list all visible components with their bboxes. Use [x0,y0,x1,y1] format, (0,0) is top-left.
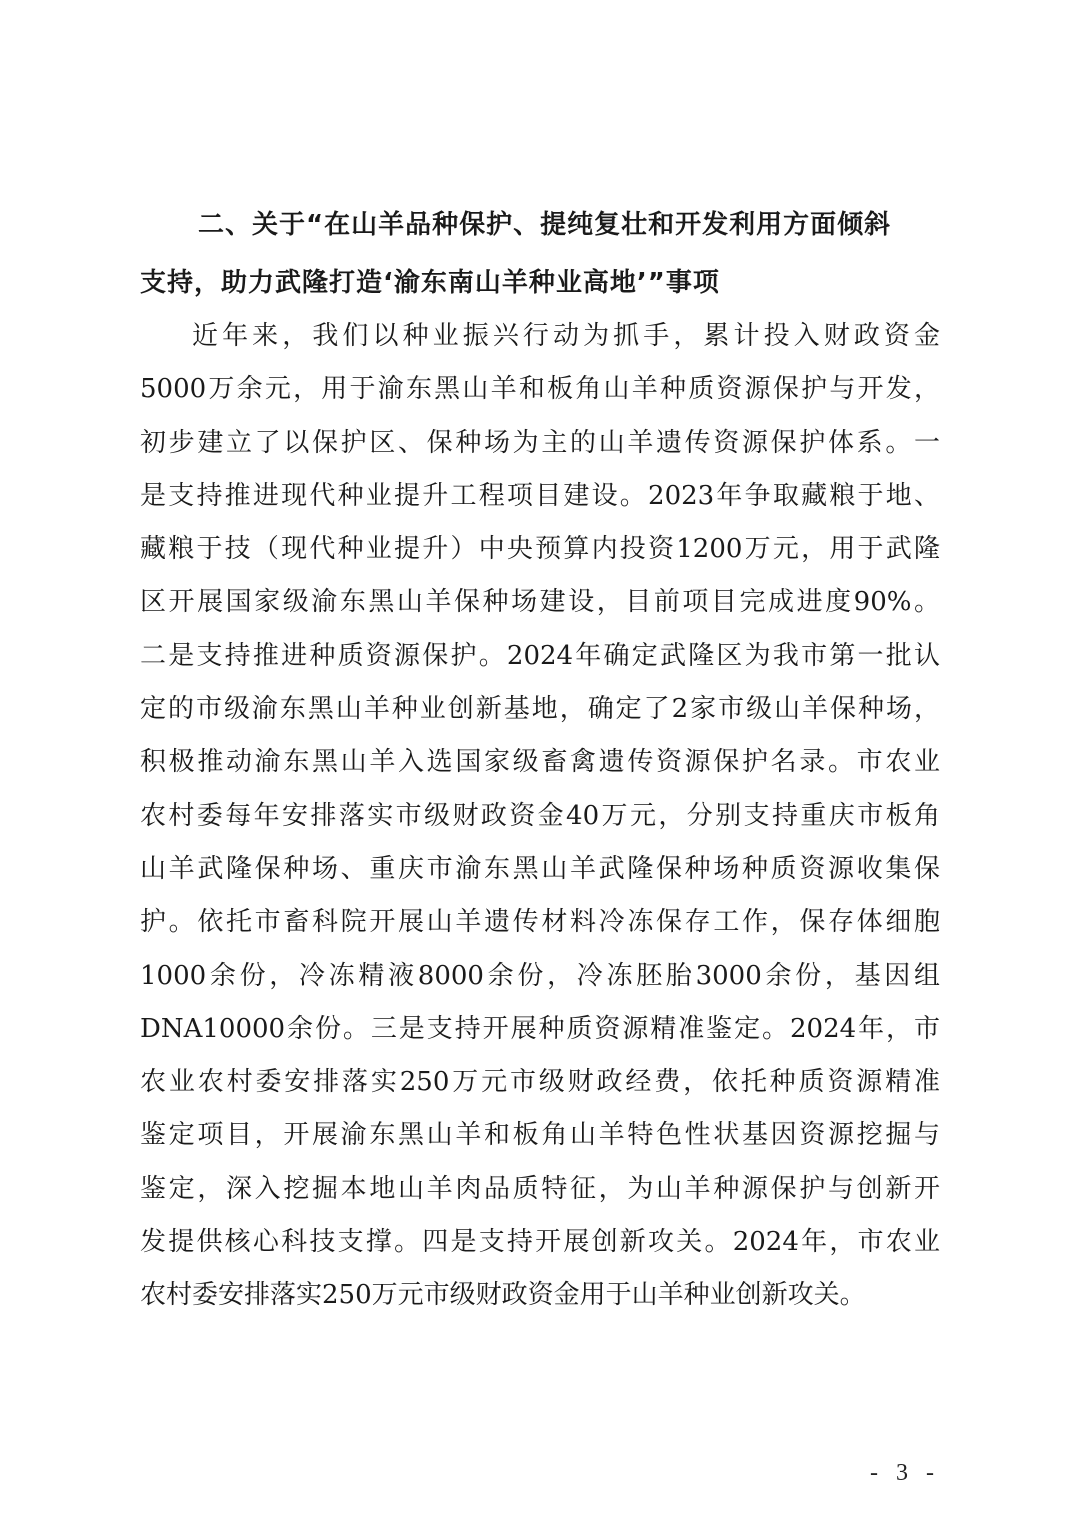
paragraph-line: 5000万余元，用于渝东黑山羊和板角山羊种质资源保护与开发， [140,374,940,405]
heading-line: 二、关于“在山羊品种保护、提纯复壮和开发利用方面倾斜 [198,210,892,240]
page-number: - 3 - [870,1460,940,1486]
paragraph-line: 鉴定项目，开展渝东黑山羊和板角山羊特色性状基因资源挖掘与 [140,1120,940,1151]
paragraph-line: DNA10000余份。三是支持开展种质资源精准鉴定。2024年，市 [140,1013,940,1044]
body-paragraph [140,310,940,1323]
paragraph-line: 护。依托市畜科院开展山羊遗传材料冷冻保存工作，保存体细胞 [140,907,940,938]
paragraph-line: 初步建立了以保护区、保种场为主的山羊遗传资源保护体系。一 [140,427,940,458]
paragraph-line: 发提供核心科技支撑。四是支持开展创新攻关。2024年，市农业 [140,1227,940,1258]
paragraph-line: 二是支持推进种质资源保护。2024年确定武隆区为我市第一批认 [140,640,940,671]
paragraph-line: 农村委每年安排落实市级财政资金40万元，分别支持重庆市板角 [140,800,940,831]
heading-line: 支持，助力武隆打造‘渝东南山羊种业高地’”事项 [140,268,720,298]
paragraph-line: 定的市级渝东黑山羊种业创新基地，确定了2家市级山羊保种场， [140,694,940,725]
paragraph-line: 积极推动渝东黑山羊入选国家级畜禽遗传资源保护名录。市农业 [140,747,940,778]
paragraph-line: 1000余份，冷冻精液8000余份，冷冻胚胎3000余份，基因组 [140,960,940,991]
paragraph-line: 鉴定，深入挖掘本地山羊肉品质特征，为山羊种源保护与创新开 [140,1173,940,1204]
section-heading [140,196,940,312]
paragraph-line: 山羊武隆保种场、重庆市渝东黑山羊武隆保种场种质资源收集保 [140,853,940,884]
paragraph-line: 是支持推进现代种业提升工程项目建设。2023年争取藏粮于地、 [140,480,940,511]
paragraph-line: 农村委安排落实250万元市级财政资金用于山羊种业创新攻关。 [140,1280,866,1311]
paragraph-line: 近年来，我们以种业振兴行动为抓手，累计投入财政资金 [192,321,940,351]
paragraph-line: 区开展国家级渝东黑山羊保种场建设，目前项目完成进度90%。 [140,587,940,618]
paragraph-line: 藏粮于技（现代种业提升）中央预算内投资1200万元，用于武隆 [140,534,940,565]
paragraph-line: 农业农村委安排落实250万元市级财政经费，依托种质资源精准 [140,1067,940,1098]
